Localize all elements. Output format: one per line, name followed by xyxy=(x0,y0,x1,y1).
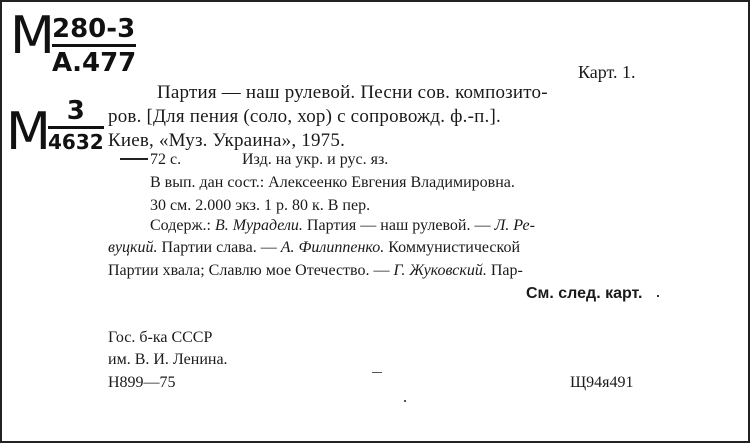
shelf-mark-letter-1: М xyxy=(10,6,53,66)
song-2: Партии слава. — xyxy=(157,239,281,256)
shelf-mark-numerator-2: 3 xyxy=(48,98,104,129)
composer-revutsky-end: вуцкий. xyxy=(108,239,158,256)
composer-revutsky-part: Л. Ре- xyxy=(494,217,535,234)
print-info: 30 см. 2.000 экз. 1 р. 80 к. В пер. xyxy=(150,197,371,214)
contents-line-2 xyxy=(108,239,520,257)
composer-muradeli: В. Мурадели. xyxy=(214,217,303,234)
contents-line-3 xyxy=(108,262,523,280)
composer-zhukovsky: Г. Жуковский. xyxy=(393,262,487,279)
shelf-mark-fraction-1 xyxy=(52,16,136,76)
composer-filippenko: А. Филиппенко. xyxy=(280,239,385,256)
speck xyxy=(657,295,659,297)
contents-line-1 xyxy=(150,217,535,235)
main-line-3: Киев, «Муз. Украина», 1975. xyxy=(108,130,346,151)
song-5-part: Пар- xyxy=(486,262,523,279)
catalog-number: Щ94я491 xyxy=(570,374,634,391)
main-line-2: ров. [Для пения (соло, хор) с сопровожд. ф.-п.]. xyxy=(108,106,501,127)
pages: 72 с. xyxy=(150,151,182,168)
song-1: Партия — наш рулевой. — xyxy=(302,217,495,234)
shelf-mark-fraction-2 xyxy=(48,98,104,152)
card-number: Карт. 1. xyxy=(578,62,636,82)
dash-mark xyxy=(120,158,148,160)
languages: Изд. на укр. и рус. яз. xyxy=(242,151,389,168)
speck xyxy=(404,400,406,402)
continued-note: См. след. карт. xyxy=(526,285,643,302)
main-line-1: Партия — наш рулевой. Песни сов. композито- xyxy=(157,82,548,103)
contents-label: Содерж.: xyxy=(150,217,215,234)
song-3-part: Коммунистической xyxy=(384,239,521,256)
library-line-2: им. В. И. Ленина. xyxy=(108,351,228,368)
shelf-mark-letter-2: М xyxy=(6,102,49,162)
song-3-end: Партии хвала; Славлю мое Отечество. — xyxy=(108,262,394,279)
library-code: Н899—75 xyxy=(108,374,176,391)
shelf-mark-denominator-1: А.477 xyxy=(52,48,137,78)
shelf-mark-denominator-2: 4632 xyxy=(48,130,104,154)
library-line-1: Гос. б-ка СССР xyxy=(108,329,213,346)
compiler: В вып. дан сост.: Алексеенко Евгения Владимировна. xyxy=(150,174,515,191)
shelf-mark-numerator-1: 280-3 xyxy=(52,16,136,47)
speck xyxy=(372,372,382,373)
